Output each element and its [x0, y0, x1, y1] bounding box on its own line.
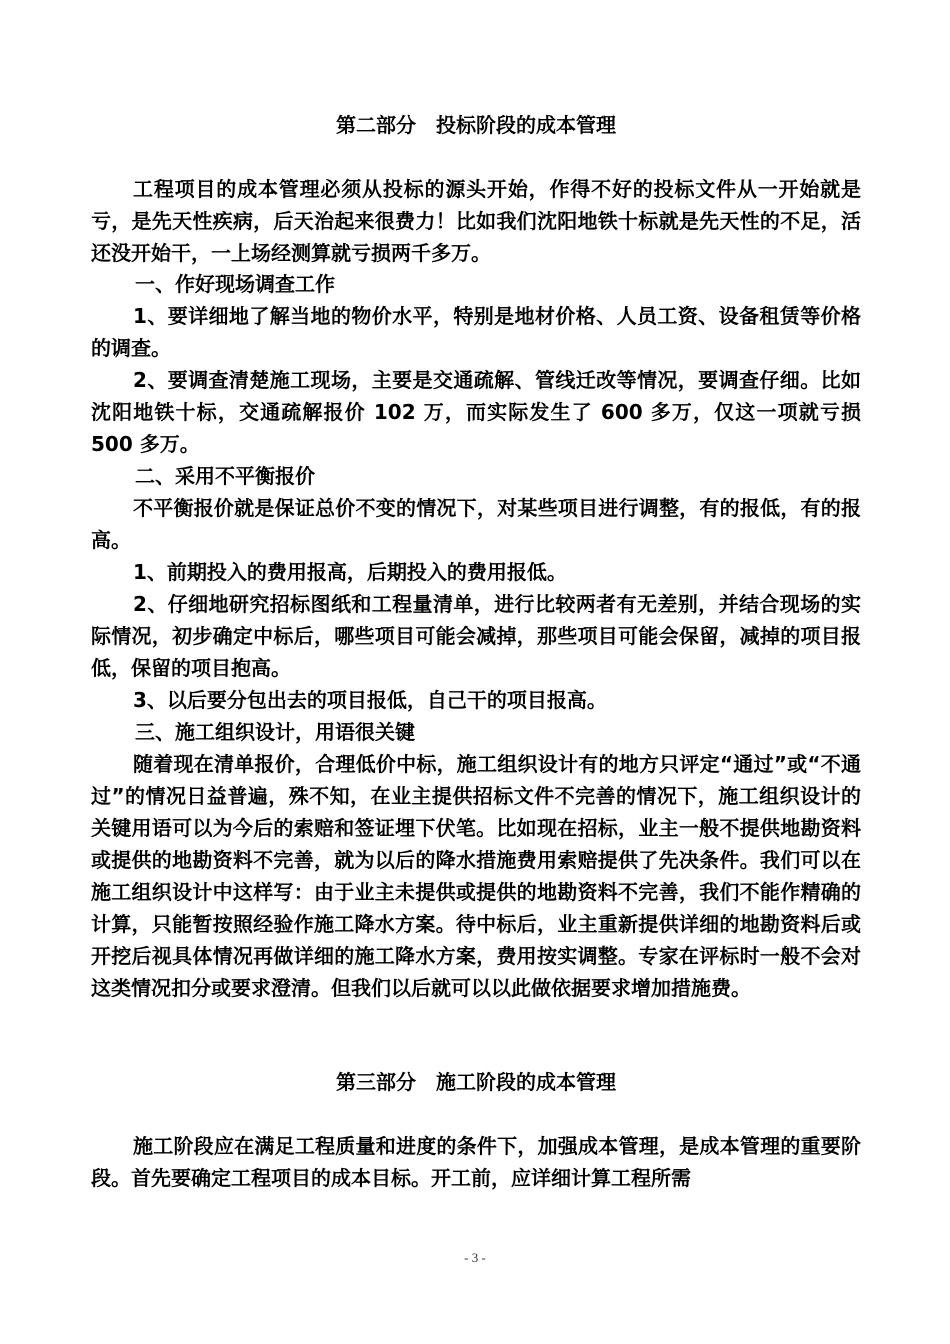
- section-3-intro-paragraph: 施工阶段应在满足工程质量和进度的条件下，加强成本管理，是成本管理的重要阶段。首先要确定工程项目的成本目标。开工前，应详细计算工程所需: [91, 1134, 861, 1190]
- paragraph-site-survey: 2、要调查清楚施工现场，主要是交通疏解、管线迁改等情况，要调查仔细。比如沈阳地铁十标，交通疏解报价 102 万，而实际发生了 600 多万，仅这一项就亏损 500 多万。: [91, 368, 861, 456]
- section-2-intro-paragraph: 工程项目的成本管理必须从投标的源头开始，作得不好的投标文件从一开始就是亏，是先天性疾病，后天治起来很费力！比如我们沈阳地铁十标就是先天性的不足，活还没开始干，一上场经测算就亏损两千多万。: [91, 177, 861, 265]
- paragraph-price-survey: 1、要详细地了解当地的物价水平，特别是地材价格、人员工资、设备租赁等价格的调查。: [91, 304, 861, 360]
- page-number: - 3 -: [464, 1250, 486, 1265]
- paragraph-early-costs: 1、前期投入的费用报高，后期投入的费用报低。: [133, 560, 567, 584]
- section-2-title: 第二部分 投标阶段的成本管理: [336, 113, 616, 137]
- heading-unbalanced-bid: 二、采用不平衡报价: [135, 464, 315, 488]
- paragraph-subcontract: 3、以后要分包出去的项目报低，自己干的项目报高。: [133, 688, 607, 712]
- heading-site-investigation: 一、作好现场调查工作: [135, 272, 335, 296]
- heading-construction-design: 三、施工组织设计，用语很关键: [135, 720, 415, 744]
- paragraph-drawings-study: 2、仔细地研究招标图纸和工程量清单，进行比较两者有无差别，并结合现场的实际情况，初步确定中标后，哪些项目可能会减掉，那些项目可能会保留，减掉的项目报低，保留的项目抱高。: [91, 592, 861, 680]
- section-3-title: 第三部分 施工阶段的成本管理: [336, 1070, 616, 1094]
- paragraph-construction-design: 随着现在清单报价，合理低价中标，施工组织设计有的地方只评定“通过”或“不通过”的情况日益普遍，殊不知，在业主提供招标文件不完善的情况下，施工组织设计的关键用语可以为今后的索赔和签证埋下伏笔。比如现在招标，业主一般不提供地勘资料或提供的地勘资料不完善，就为以后的降水措施费用索赔提供了先决条件。我们可以在施工组织设计中这样写：由于业主未提供或提供的地勘资料不完善，我们不能作精确的计算，只能暂按照经验作施工降水方案。待中标后，业主重新提供详细的地勘资料后或开挖后视具体情况再做详细的施工降水方案，费用按实调整。专家在评标时一般不会对这类情况扣分或要求澄清。但我们以后就可以以此做依据要求增加措施费。: [91, 752, 861, 1000]
- paragraph-unbalanced-definition: 不平衡报价就是保证总价不变的情况下，对某些项目进行调整，有的报低，有的报高。: [91, 496, 861, 552]
